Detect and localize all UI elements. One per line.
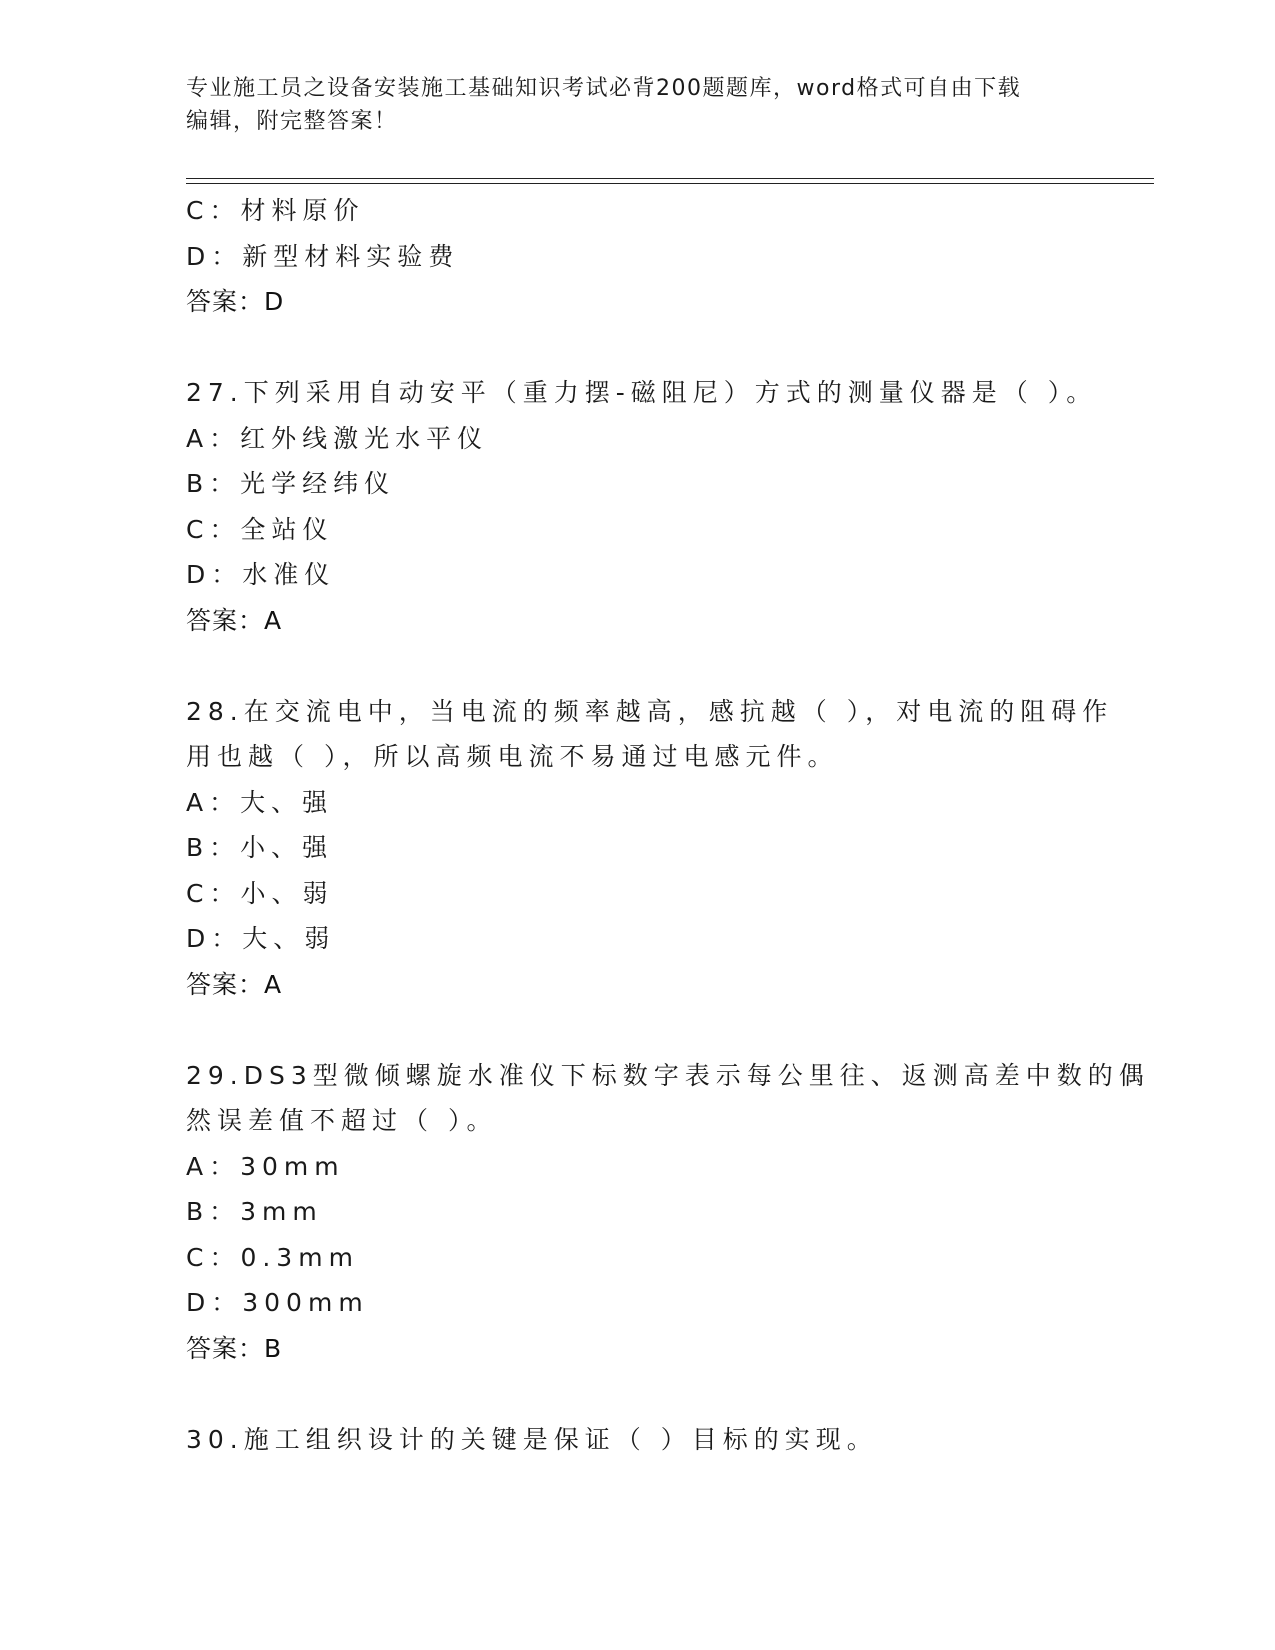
document-header — [186, 72, 1066, 138]
header-divider-top — [186, 178, 1154, 179]
header-divider-bottom — [186, 183, 1154, 184]
question-text: 27.下列采用自动安平（重力摆-磁阻尼）方式的测量仪器是（ ）。 — [186, 378, 1098, 407]
answer-label: 答案：B — [186, 1333, 283, 1363]
option-d: D：大、弱 — [186, 924, 336, 953]
option-c: C：小、弱 — [186, 878, 334, 908]
option-b: B：3mm — [186, 1197, 323, 1226]
question-block-27 — [186, 370, 1098, 643]
option-c: C：0.3mm — [186, 1242, 359, 1272]
question-block-26-continued — [186, 188, 1066, 325]
header-title-line-2: 编辑，附完整答案！ — [186, 109, 398, 134]
option-a: A：30mm — [186, 1151, 345, 1181]
option-d: D：300mm — [186, 1288, 369, 1317]
answer-label: 答案：A — [186, 969, 283, 999]
question-text-line-2: 用也越（ ），所以高频电流不易通过电感元件。 — [186, 742, 839, 771]
question-block-28 — [186, 689, 1114, 1008]
question-block-29 — [186, 1053, 1150, 1372]
answer-label: 答案：D — [186, 287, 285, 316]
question-text-line-1: 28.在交流电中，当电流的频率越高，感抗越（ ），对电流的阻碍作 — [186, 696, 1114, 726]
spacer — [186, 643, 1066, 689]
spacer — [186, 325, 1066, 371]
question-text-line-1: 29.DS3型微倾螺旋水准仪下标数字表示每公里往、返测高差中数的偶 — [186, 1060, 1150, 1090]
option-a: A：大、强 — [186, 787, 334, 817]
spacer — [186, 1371, 1066, 1417]
question-list — [186, 188, 1150, 1462]
question-text: 30.施工组织设计的关键是保证（ ）目标的实现。 — [186, 1424, 878, 1454]
option-c: C：材料原价 — [186, 196, 365, 225]
header-title-line-1: 专业施工员之设备安装施工基础知识考试必背200题题库，word格式可自由下载 — [186, 76, 1022, 101]
question-block-30 — [186, 1417, 1066, 1463]
option-c: C：全站仪 — [186, 514, 334, 544]
option-b: B：光学经纬仪 — [186, 469, 396, 498]
question-text-line-2: 然误差值不超过（ ）。 — [186, 1106, 498, 1135]
option-b: B：小、强 — [186, 833, 334, 862]
option-d: D：水准仪 — [186, 560, 336, 589]
option-d: D：新型材料实验费 — [186, 241, 460, 271]
option-a: A：红外线激光水平仪 — [186, 423, 489, 453]
answer-label: 答案：A — [186, 605, 283, 635]
spacer — [186, 1007, 1066, 1053]
